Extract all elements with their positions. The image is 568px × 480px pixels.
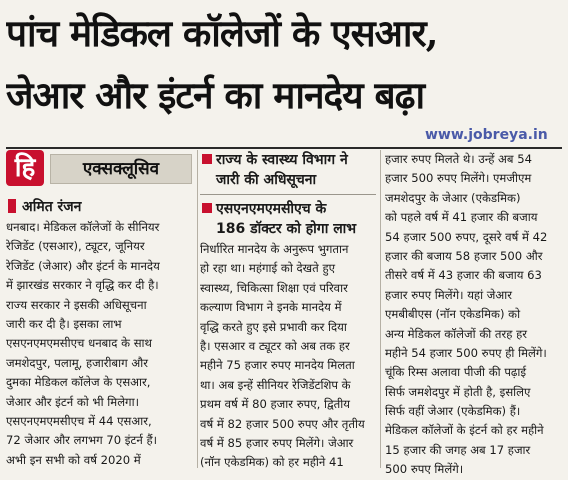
article-line: (नॉन एकेडमिक) को हर महीने 41 — [200, 455, 344, 470]
bullet-square-icon — [202, 203, 212, 213]
article-line: सिर्फ वहीं जेआर (एकेडमिक) हैं। — [385, 404, 521, 419]
article-line: को पहले वर्ष में 41 हजार की बजाय — [385, 210, 538, 225]
article-line: रेजिडेंट (जेआर) और इंटर्न के मानदेय — [6, 258, 160, 273]
bullet-square-icon — [202, 154, 212, 164]
article-line: हो रहा था। महंगाई को देखते हुए — [200, 261, 336, 276]
article-line: एसएनएमएमसीएच में 44 एसआर, — [6, 413, 152, 428]
article-line: राज्य सरकार ने इसकी अधिसूचना — [6, 297, 147, 312]
highlight-text: राज्य के स्वास्थ्य विभाग ने — [216, 152, 348, 168]
article-line: था। अब इन्हें सीनियर रेजिडेंटशिप के — [200, 377, 351, 392]
article-line: रेजिडेंट (एसआर), ट्यूटर, जूनियर — [6, 239, 145, 254]
author-name: अमित रंजन — [22, 199, 82, 215]
article-column-3 — [385, 150, 561, 480]
article-line: सिर्फ जमशेदपुर में होती है, इसलिए — [385, 384, 531, 399]
article-line: हजार की बजाय 58 हजार 500 और — [385, 248, 543, 263]
article-line: निर्धारित मानदेय के अनुरूप भुगतान — [200, 242, 349, 256]
article-line: जमशेदपुर के जेआर (एकेडमिक) — [385, 190, 521, 205]
highlight-item — [200, 150, 376, 190]
article-line: धनबाद। मेडिकल कॉलेजों के सीनियर — [6, 220, 160, 234]
article-line: एसएनएमएमसीएच धनबाद के साथ — [6, 336, 152, 351]
exclusive-label: एक्सक्लूसिव — [50, 154, 192, 184]
article-line: एमबीबीएस (नॉन एकेडमिक) को — [385, 307, 521, 322]
article-line: है। एसआर व ट्यूटर को अब तक हर — [200, 338, 350, 353]
headline — [6, 2, 562, 126]
article-line: में झारखंड सरकार ने वृद्धि कर दी है। — [6, 278, 159, 293]
hindustan-logo-icon: हि — [6, 150, 44, 186]
highlight-item — [200, 199, 376, 239]
article-line: 15 हजार की जगह अब 17 हजार — [385, 442, 531, 457]
column-divider-1 — [197, 150, 198, 468]
highlight-text: एसएनएमएमसीएच के — [216, 201, 327, 217]
article-line: मेडिकल कॉलेजों के इंटर्न को हर महीने — [385, 423, 544, 438]
headline-line-1: पांच मेडिकल कॉलेजों के एसआर, — [6, 11, 438, 55]
article-line: तीसरे वर्ष में 43 हजार की बजाय 63 — [385, 268, 542, 283]
article-line: दुमका मेडिकल कॉलेज के एसआर, — [6, 375, 151, 390]
article-line: चूंकि रिम्स अलावा पीजी की पढ़ाई — [385, 365, 527, 380]
article-line: वृद्धि करते हुए इसे प्रभावी कर दिया — [200, 319, 347, 334]
article-column-2 — [200, 240, 372, 473]
article-line: जमशेदपुर, पलामू, हजारीबाग और — [6, 355, 148, 370]
highlight-divider — [200, 194, 376, 195]
article-line: स्वास्थ्य, चिकित्सा शिक्षा एवं परिवार — [200, 280, 348, 295]
article-line: जारी कर दी है। इसका लाभ — [6, 316, 122, 331]
article-line: वर्ष में 82 हजार 500 रुपए और तृतीय — [200, 416, 365, 431]
article-line: महीने 75 हजार रुपए मानदेय मिलता — [200, 358, 355, 373]
highlights-box — [200, 150, 376, 239]
article-line: अन्य मेडिकल कॉलेजों की तरह हर — [385, 326, 528, 341]
headline-divider — [6, 147, 562, 149]
article-line: हजार 500 रुपए मिलेंगे। एमजीएम — [385, 171, 532, 186]
article-line: 72 जेआर और लगभग 70 इंटर्न हैं। — [6, 433, 157, 448]
column-divider-2 — [380, 150, 381, 468]
article-line: महीने 54 हजार 500 रुपए ही मिलेंगे। — [385, 345, 547, 360]
article-line: कल्याण विभाग ने इनके मानदेय में — [200, 300, 342, 315]
exclusive-badge — [6, 150, 192, 186]
highlight-text: 186 डॉक्टर को होगा लाभ — [216, 221, 357, 237]
article-line: प्रथम वर्ष में 80 हजार रुपए, द्वितीय — [200, 397, 351, 412]
article-line: 54 हजार 500 रुपए, दूसरे वर्ष में 42 — [385, 229, 548, 244]
article-line: अभी इन सभी को वर्ष 2020 में — [6, 452, 141, 467]
headline-line-2: जेआर और इंटर्न का मानदेय बढ़ा — [6, 73, 425, 117]
article-line: 500 रुपए मिलेंगे। — [385, 462, 464, 477]
article-line: जेआर और इंटर्न को भी मिलेगा। — [6, 394, 139, 409]
highlight-text: जारी की अधिसूचना — [216, 172, 317, 188]
watermark-url: www.jobreya.in — [425, 127, 548, 143]
article-line: हजार रुपए मिलेंगे। यहां जेआर — [385, 287, 512, 302]
article-line: हजार रुपए मिलते थे। उन्हें अब 54 — [385, 152, 532, 166]
article-line: वर्ष में 85 हजार रुपए मिलेंगे। जेआर — [200, 435, 354, 450]
byline — [8, 197, 194, 217]
article-column-1 — [6, 218, 196, 470]
byline-marker-icon — [8, 199, 16, 213]
